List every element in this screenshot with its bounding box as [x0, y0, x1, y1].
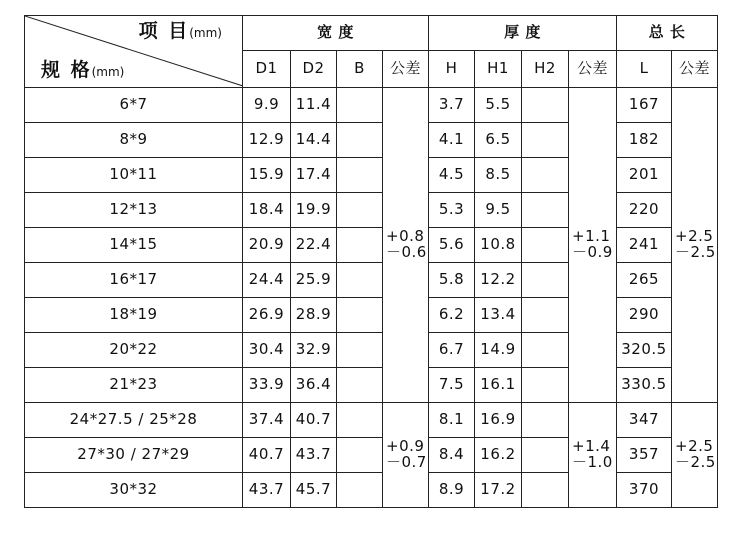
thickness-tolerance-group-1 — [569, 88, 617, 403]
h-cell: 4.5 — [429, 158, 475, 193]
tolerance-plus: +2.5 — [675, 227, 714, 246]
spec-cell: 18*19 — [25, 298, 243, 333]
h1-cell: 5.5 — [475, 88, 522, 123]
b-cell — [337, 298, 383, 333]
tolerance-minus: －0.6 — [386, 243, 427, 261]
h-cell: 7.5 — [429, 368, 475, 403]
d1-cell: 33.9 — [243, 368, 291, 403]
table-row — [25, 88, 718, 123]
h2-cell — [522, 123, 569, 158]
l-cell: 220 — [617, 193, 672, 228]
d1-cell: 37.4 — [243, 403, 291, 438]
d1-cell: 20.9 — [243, 228, 291, 263]
d1-cell: 30.4 — [243, 333, 291, 368]
l-cell: 265 — [617, 263, 672, 298]
col-header-length-tolerance: 公差 — [672, 51, 718, 88]
d2-cell: 43.7 — [291, 438, 337, 473]
l-cell: 201 — [617, 158, 672, 193]
l-cell: 320.5 — [617, 333, 672, 368]
col-header-h1: H1 — [475, 51, 522, 88]
spec-cell: 20*22 — [25, 333, 243, 368]
tolerance-plus: +1.1 — [572, 227, 611, 246]
spec-cell: 30*32 — [25, 473, 243, 508]
d2-cell: 17.4 — [291, 158, 337, 193]
spec-cell: 12*13 — [25, 193, 243, 228]
b-cell — [337, 158, 383, 193]
h2-cell — [522, 263, 569, 298]
d1-cell: 24.4 — [243, 263, 291, 298]
b-cell — [337, 368, 383, 403]
d2-cell: 28.9 — [291, 298, 337, 333]
thickness-group-header: 厚 度 — [429, 16, 617, 51]
b-cell — [337, 263, 383, 298]
corner-top-label — [139, 22, 222, 42]
l-cell: 330.5 — [617, 368, 672, 403]
tolerance-minus: －1.0 — [572, 453, 613, 471]
corner-bottom-label — [41, 61, 124, 81]
tolerance-plus: +0.8 — [386, 227, 425, 246]
tolerance-minus: －2.5 — [675, 243, 716, 261]
h-cell: 8.9 — [429, 473, 475, 508]
h2-cell — [522, 473, 569, 508]
h2-cell — [522, 403, 569, 438]
d2-cell: 11.4 — [291, 88, 337, 123]
spec-cell: 14*15 — [25, 228, 243, 263]
tolerance-minus: －0.9 — [572, 243, 613, 261]
l-cell: 357 — [617, 438, 672, 473]
h-cell: 6.7 — [429, 333, 475, 368]
h2-cell — [522, 368, 569, 403]
col-header-l: L — [617, 51, 672, 88]
tolerance-minus: －2.5 — [675, 453, 716, 471]
h1-cell: 14.9 — [475, 333, 522, 368]
corner-top-unit: (mm) — [189, 26, 222, 40]
width-group-header: 宽 度 — [243, 16, 429, 51]
spec-cell: 24*27.5 / 25*28 — [25, 403, 243, 438]
h2-cell — [522, 333, 569, 368]
d2-cell: 22.4 — [291, 228, 337, 263]
width-tolerance-group-1 — [383, 88, 429, 403]
d2-cell: 45.7 — [291, 473, 337, 508]
h1-cell: 12.2 — [475, 263, 522, 298]
col-header-h2: H2 — [522, 51, 569, 88]
h1-cell: 10.8 — [475, 228, 522, 263]
h2-cell — [522, 158, 569, 193]
thickness-tolerance-group-2 — [569, 403, 617, 508]
d2-cell: 19.9 — [291, 193, 337, 228]
col-header-d2: D2 — [291, 51, 337, 88]
spec-cell: 10*11 — [25, 158, 243, 193]
d2-cell: 36.4 — [291, 368, 337, 403]
d1-cell: 40.7 — [243, 438, 291, 473]
d1-cell: 15.9 — [243, 158, 291, 193]
d1-cell: 9.9 — [243, 88, 291, 123]
width-tolerance-group-2 — [383, 403, 429, 508]
b-cell — [337, 438, 383, 473]
h-cell: 5.8 — [429, 263, 475, 298]
length-group-header: 总 长 — [617, 16, 718, 51]
b-cell — [337, 333, 383, 368]
d1-cell: 26.9 — [243, 298, 291, 333]
h2-cell — [522, 88, 569, 123]
tolerance-plus: +2.5 — [675, 437, 714, 456]
tolerance-minus: －0.7 — [386, 453, 427, 471]
b-cell — [337, 123, 383, 158]
corner-bottom-unit: (mm) — [91, 65, 125, 80]
spec-cell: 8*9 — [25, 123, 243, 158]
col-header-h: H — [429, 51, 475, 88]
l-cell: 167 — [617, 88, 672, 123]
col-header-d1: D1 — [243, 51, 291, 88]
col-header-thickness-tolerance: 公差 — [569, 51, 617, 88]
b-cell — [337, 228, 383, 263]
h-cell: 3.7 — [429, 88, 475, 123]
spec-cell: 6*7 — [25, 88, 243, 123]
d1-cell: 12.9 — [243, 123, 291, 158]
h1-cell: 17.2 — [475, 473, 522, 508]
spec-cell: 21*23 — [25, 368, 243, 403]
h1-cell: 9.5 — [475, 193, 522, 228]
h1-cell: 16.1 — [475, 368, 522, 403]
h1-cell: 16.2 — [475, 438, 522, 473]
l-cell: 241 — [617, 228, 672, 263]
corner-header-cell — [25, 16, 243, 88]
tolerance-plus: +0.9 — [386, 437, 425, 456]
h1-cell: 13.4 — [475, 298, 522, 333]
spec-table — [24, 15, 718, 508]
d1-cell: 18.4 — [243, 193, 291, 228]
header-row-groups — [25, 16, 718, 51]
spec-cell: 16*17 — [25, 263, 243, 298]
d2-cell: 40.7 — [291, 403, 337, 438]
l-cell: 347 — [617, 403, 672, 438]
col-header-b: B — [337, 51, 383, 88]
h-cell: 8.4 — [429, 438, 475, 473]
d2-cell: 25.9 — [291, 263, 337, 298]
l-cell: 182 — [617, 123, 672, 158]
b-cell — [337, 473, 383, 508]
h-cell: 8.1 — [429, 403, 475, 438]
spec-cell: 27*30 / 27*29 — [25, 438, 243, 473]
l-cell: 290 — [617, 298, 672, 333]
table-row — [25, 403, 718, 438]
h2-cell — [522, 298, 569, 333]
l-cell: 370 — [617, 473, 672, 508]
h-cell: 6.2 — [429, 298, 475, 333]
d1-cell: 43.7 — [243, 473, 291, 508]
d2-cell: 14.4 — [291, 123, 337, 158]
h1-cell: 8.5 — [475, 158, 522, 193]
d2-cell: 32.9 — [291, 333, 337, 368]
col-header-width-tolerance: 公差 — [383, 51, 429, 88]
b-cell — [337, 403, 383, 438]
b-cell — [337, 193, 383, 228]
length-tolerance-group-1 — [672, 88, 718, 403]
h1-cell: 6.5 — [475, 123, 522, 158]
b-cell — [337, 88, 383, 123]
corner-bottom-text: 规 格 — [41, 59, 92, 82]
corner-top-text: 项 目 — [138, 20, 190, 42]
h2-cell — [522, 193, 569, 228]
h2-cell — [522, 438, 569, 473]
h1-cell: 16.9 — [475, 403, 522, 438]
h-cell: 4.1 — [429, 123, 475, 158]
length-tolerance-group-2 — [672, 403, 718, 508]
h-cell: 5.3 — [429, 193, 475, 228]
tolerance-plus: +1.4 — [572, 437, 611, 456]
h2-cell — [522, 228, 569, 263]
h-cell: 5.6 — [429, 228, 475, 263]
